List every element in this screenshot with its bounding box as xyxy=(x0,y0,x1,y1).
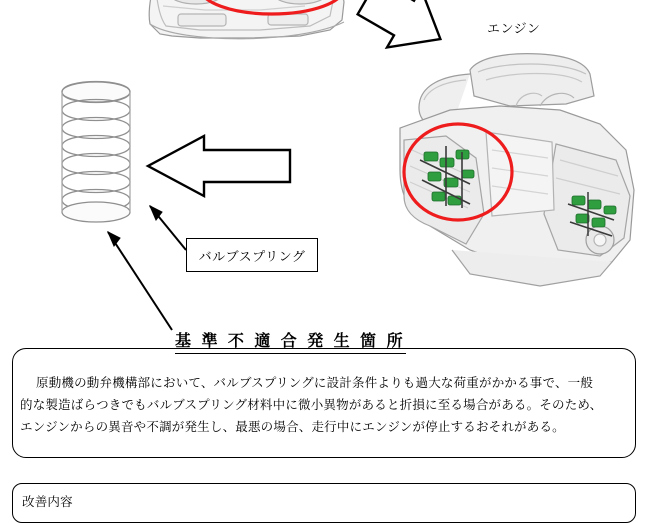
vehicle-highlight-circle xyxy=(200,0,344,14)
arrow-engine-to-spring xyxy=(148,136,290,196)
valve-spring-illustration xyxy=(62,82,130,223)
valve-spring-label-box xyxy=(186,238,318,272)
valve-train-shafts-left xyxy=(420,146,470,208)
valve-train-shafts-right xyxy=(568,192,614,236)
improvement-heading: 改善内容 xyxy=(22,495,73,509)
description-line-1: 原動機の動弁機構部において、バルブスプリングに設計条件よりも過大な荷重がかかる事で、一般 xyxy=(36,376,594,390)
description-line-3: エンジンからの異音や不調が発生し、最悪の場合、走行中にエンジンが停止するおそれがある。 xyxy=(20,420,565,434)
engine-label: エンジン xyxy=(487,21,541,36)
engine-highlight-circle xyxy=(404,124,512,220)
arrow-vehicle-to-engine xyxy=(351,0,458,68)
valve-spring-label-text: バルブスプリング xyxy=(198,248,306,264)
engine-illustration xyxy=(400,54,634,286)
leader-line-heading xyxy=(108,232,172,330)
improvement-panel xyxy=(12,483,636,523)
section-heading: 基 準 不 適 合 発 生 箇 所 xyxy=(175,328,406,354)
vehicle-illustration xyxy=(149,0,344,39)
valve-train-parts-left xyxy=(424,150,474,205)
valve-train-parts-right xyxy=(572,196,616,227)
leader-line-valve-spring xyxy=(150,206,186,250)
description-line-2: 的な製造ばらつきでもバルブスプリング材料中に微小異物があると折損に至る場合がある。そのため、 xyxy=(20,398,603,412)
description-text xyxy=(20,372,630,438)
